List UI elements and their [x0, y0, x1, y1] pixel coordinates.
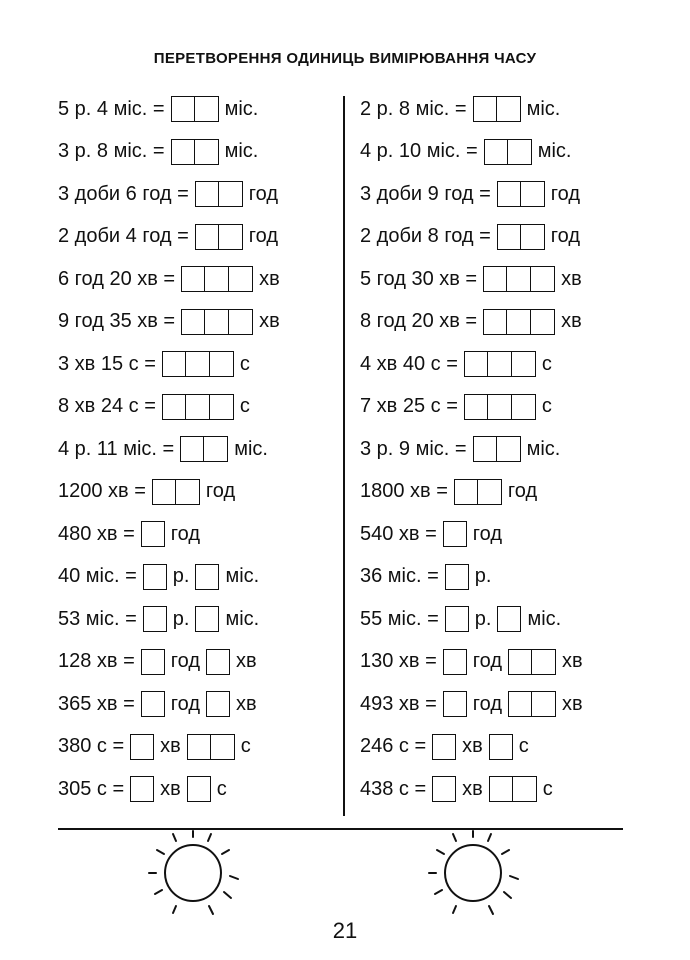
answer-cell[interactable] [521, 224, 545, 250]
exercise-text: год [205, 480, 236, 503]
exercise-text: 493 хв = [360, 692, 437, 715]
answer-cell[interactable] [187, 734, 211, 760]
answer-cell[interactable] [195, 224, 219, 250]
exercise-text: 8 год 20 хв = [360, 310, 478, 333]
exercise-text: 5 р. 4 міс. = [58, 97, 165, 120]
exercise-text: с [541, 395, 552, 418]
answer-boxes[interactable] [130, 734, 154, 760]
exercise-text: год [170, 692, 201, 715]
answer-boxes[interactable] [443, 649, 467, 675]
exercise-text: год [248, 225, 278, 248]
exercise-text: міс. [537, 140, 572, 163]
answer-cell[interactable] [162, 351, 186, 377]
exercise-text: хв [562, 650, 583, 673]
exercise-text: год [170, 650, 201, 673]
answer-boxes[interactable] [195, 564, 219, 590]
exercise-text: с [239, 352, 250, 375]
answer-boxes[interactable] [141, 691, 165, 717]
exercise-text: 6 год 20 хв = [58, 267, 176, 290]
answer-cell[interactable] [512, 351, 536, 377]
answer-boxes[interactable] [432, 776, 456, 802]
exercise-row [58, 258, 280, 301]
exercise-text: 7 хв 25 с = [360, 395, 458, 418]
exercise-row [360, 343, 583, 386]
answer-cell[interactable] [497, 96, 521, 122]
answer-cell[interactable] [488, 394, 512, 420]
answer-cell[interactable] [211, 734, 235, 760]
exercise-text: 3 доби 9 год = [360, 182, 491, 205]
exercise-text: год [550, 182, 580, 205]
column-divider [343, 96, 345, 816]
exercise-row [360, 216, 583, 259]
exercise-text: р. [474, 607, 492, 630]
exercise-row [360, 88, 583, 131]
answer-cell[interactable] [432, 734, 456, 760]
answer-cell[interactable] [186, 351, 210, 377]
left-exercise-column [58, 88, 280, 811]
answer-boxes[interactable] [483, 309, 555, 335]
answer-cell[interactable] [473, 96, 497, 122]
exercise-text: 8 хв 24 с = [58, 395, 156, 418]
exercise-text: 4 р. 10 міс. = [360, 140, 478, 163]
answer-cell[interactable] [195, 181, 219, 207]
sun-icon [423, 828, 523, 918]
exercise-text: р. [474, 565, 492, 588]
answer-boxes[interactable] [443, 691, 467, 717]
answer-cell[interactable] [195, 96, 219, 122]
exercise-text: 1800 хв = [360, 480, 448, 503]
exercise-text: с [518, 735, 529, 758]
exercise-text: 246 с = [360, 735, 427, 758]
exercise-text: с [541, 352, 552, 375]
exercise-row [58, 726, 280, 769]
answer-boxes[interactable] [195, 224, 243, 250]
answer-cell[interactable] [141, 649, 165, 675]
answer-boxes[interactable] [464, 351, 536, 377]
exercise-text: 2 доби 8 год = [360, 225, 491, 248]
answer-cell[interactable] [473, 436, 497, 462]
exercise-row [58, 683, 280, 726]
exercise-text: 4 р. 11 міс. = [58, 437, 175, 460]
exercise-text: хв [561, 267, 582, 290]
exercise-text: 540 хв = [360, 522, 437, 545]
exercise-row [360, 386, 583, 429]
answer-boxes[interactable] [497, 181, 545, 207]
answer-cell[interactable] [210, 394, 234, 420]
exercise-row [360, 768, 583, 811]
exercise-text: год [472, 522, 503, 545]
answer-boxes[interactable] [454, 479, 502, 505]
answer-cell[interactable] [512, 394, 536, 420]
answer-boxes[interactable] [181, 266, 253, 292]
exercise-text: 55 міс. = [360, 607, 439, 630]
answer-cell[interactable] [489, 776, 513, 802]
answer-boxes[interactable] [445, 606, 469, 632]
exercise-text: 4 хв 40 с = [360, 352, 458, 375]
answer-cell[interactable] [205, 309, 229, 335]
answer-cell[interactable] [513, 776, 537, 802]
answer-boxes[interactable] [483, 266, 555, 292]
answer-cell[interactable] [483, 309, 507, 335]
answer-cell[interactable] [143, 606, 167, 632]
answer-boxes[interactable] [497, 606, 521, 632]
answer-cell[interactable] [143, 564, 167, 590]
answer-cell[interactable] [489, 734, 513, 760]
page-title: ПЕРЕТВОРЕННЯ ОДИНИЦЬ ВИМІРЮВАННЯ ЧАСУ [153, 50, 537, 67]
answer-cell[interactable] [483, 266, 507, 292]
answer-cell[interactable] [445, 606, 469, 632]
exercise-text: 305 с = [58, 777, 125, 800]
exercise-text: 130 хв = [360, 650, 437, 673]
exercise-row [58, 131, 280, 174]
answer-cell[interactable] [532, 691, 556, 717]
answer-cell[interactable] [507, 266, 531, 292]
exercise-text: с [239, 395, 250, 418]
exercise-text: 480 хв = [58, 522, 135, 545]
answer-cell[interactable] [521, 181, 545, 207]
answer-boxes[interactable] [187, 734, 235, 760]
exercise-row [58, 343, 280, 386]
exercise-text: міс. [234, 437, 268, 460]
exercise-text: 2 р. 8 міс. = [360, 97, 467, 120]
exercise-text: с [216, 777, 227, 800]
exercise-text: 5 год 30 хв = [360, 267, 478, 290]
answer-boxes[interactable] [181, 309, 253, 335]
exercise-row [360, 513, 583, 556]
exercise-text: 40 міс. = [58, 565, 137, 588]
answer-cell[interactable] [443, 691, 467, 717]
exercise-text: міс. [225, 565, 260, 588]
exercise-row [360, 556, 583, 599]
exercise-text: 36 міс. = [360, 565, 439, 588]
exercise-text: хв [160, 777, 181, 800]
exercise-text: міс. [526, 437, 561, 460]
exercise-text: 365 хв = [58, 692, 135, 715]
answer-cell[interactable] [181, 266, 205, 292]
answer-boxes[interactable] [497, 224, 545, 250]
answer-boxes[interactable] [162, 394, 234, 420]
exercise-row [360, 641, 583, 684]
exercise-text: хв [236, 650, 257, 673]
exercise-text: р. [172, 565, 190, 588]
right-exercise-column [360, 88, 583, 811]
answer-cell[interactable] [219, 224, 243, 250]
answer-cell[interactable] [195, 139, 219, 165]
answer-cell[interactable] [141, 691, 165, 717]
answer-boxes[interactable] [508, 691, 556, 717]
answer-cell[interactable] [532, 649, 556, 675]
answer-boxes[interactable] [195, 181, 243, 207]
answer-cell[interactable] [478, 479, 502, 505]
page-number: 21 [332, 918, 358, 943]
answer-cell[interactable] [488, 351, 512, 377]
answer-boxes[interactable] [206, 649, 230, 675]
exercise-text: хв [562, 692, 583, 715]
exercise-text: 3 хв 15 с = [58, 352, 156, 375]
exercise-text: р. [172, 607, 190, 630]
answer-cell[interactable] [443, 649, 467, 675]
answer-cell[interactable] [171, 139, 195, 165]
exercise-text: міс. [225, 607, 260, 630]
exercise-row [58, 301, 280, 344]
answer-boxes[interactable] [180, 436, 228, 462]
answer-cell[interactable] [130, 734, 154, 760]
exercise-row [360, 301, 583, 344]
exercise-text: 3 р. 9 міс. = [360, 437, 467, 460]
exercise-text: хв [259, 310, 280, 333]
answer-cell[interactable] [205, 266, 229, 292]
exercise-row [58, 428, 280, 471]
answer-boxes[interactable] [152, 479, 200, 505]
exercise-row [360, 471, 583, 514]
exercise-row [58, 88, 280, 131]
exercise-text: с [542, 777, 553, 800]
answer-cell[interactable] [508, 139, 532, 165]
exercise-text: 2 доби 4 год = [58, 225, 189, 248]
answer-cell[interactable] [206, 691, 230, 717]
exercise-text: хв [462, 735, 483, 758]
answer-cell[interactable] [219, 181, 243, 207]
exercise-text: год [507, 480, 538, 503]
answer-boxes[interactable] [489, 734, 513, 760]
answer-cell[interactable] [445, 564, 469, 590]
answer-cell[interactable] [484, 139, 508, 165]
exercise-text: год [550, 225, 580, 248]
answer-cell[interactable] [507, 309, 531, 335]
answer-boxes[interactable] [130, 776, 154, 802]
answer-cell[interactable] [180, 436, 204, 462]
exercise-text: хв [160, 735, 181, 758]
exercise-text: міс. [527, 607, 562, 630]
answer-boxes[interactable] [206, 691, 230, 717]
answer-boxes[interactable] [484, 139, 532, 165]
answer-boxes[interactable] [432, 734, 456, 760]
exercise-row [360, 598, 583, 641]
answer-cell[interactable] [130, 776, 154, 802]
answer-cell[interactable] [206, 649, 230, 675]
answer-cell[interactable] [229, 309, 253, 335]
answer-cell[interactable] [464, 394, 488, 420]
answer-cell[interactable] [497, 224, 521, 250]
answer-boxes[interactable] [171, 139, 219, 165]
answer-cell[interactable] [152, 479, 176, 505]
exercise-row [58, 768, 280, 811]
answer-boxes[interactable] [445, 564, 469, 590]
answer-boxes[interactable] [464, 394, 536, 420]
answer-cell[interactable] [195, 564, 219, 590]
exercise-text: міс. [224, 140, 259, 163]
exercise-row [360, 131, 583, 174]
exercise-text: год [170, 522, 201, 545]
exercise-row [58, 386, 280, 429]
answer-boxes[interactable] [162, 351, 234, 377]
exercise-row [360, 726, 583, 769]
answer-cell[interactable] [531, 266, 555, 292]
answer-cell[interactable] [497, 181, 521, 207]
exercise-text: 1200 хв = [58, 480, 146, 503]
exercise-text: 9 год 35 хв = [58, 310, 176, 333]
exercise-text: хв [462, 777, 483, 800]
answer-boxes[interactable] [171, 96, 219, 122]
answer-cell[interactable] [187, 776, 211, 802]
exercise-text: міс. [526, 97, 561, 120]
answer-cell[interactable] [186, 394, 210, 420]
answer-boxes[interactable] [195, 606, 219, 632]
answer-boxes[interactable] [143, 564, 167, 590]
exercise-text: 53 міс. = [58, 607, 137, 630]
answer-cell[interactable] [508, 649, 532, 675]
exercise-text: 3 р. 8 міс. = [58, 140, 165, 163]
answer-cell[interactable] [432, 776, 456, 802]
exercise-text: міс. [224, 97, 259, 120]
answer-cell[interactable] [176, 479, 200, 505]
exercise-text: хв [561, 310, 582, 333]
answer-cell[interactable] [229, 266, 253, 292]
answer-boxes[interactable] [187, 776, 211, 802]
exercise-row [58, 641, 280, 684]
answer-boxes[interactable] [473, 96, 521, 122]
answer-cell[interactable] [531, 309, 555, 335]
exercise-text: 3 доби 6 год = [58, 182, 189, 205]
exercise-row [360, 683, 583, 726]
exercise-text: с [240, 735, 251, 758]
answer-boxes[interactable] [508, 649, 556, 675]
answer-boxes[interactable] [443, 521, 467, 547]
sun-icon [143, 828, 243, 918]
exercise-row [58, 513, 280, 556]
answer-cell[interactable] [141, 521, 165, 547]
exercise-row [360, 428, 583, 471]
answer-boxes[interactable] [141, 649, 165, 675]
exercise-text: год [472, 692, 503, 715]
answer-cell[interactable] [464, 351, 488, 377]
exercise-row [58, 471, 280, 514]
answer-cell[interactable] [454, 479, 478, 505]
exercise-text: 438 с = [360, 777, 427, 800]
exercise-text: год [472, 650, 503, 673]
answer-cell[interactable] [162, 394, 186, 420]
answer-boxes[interactable] [143, 606, 167, 632]
exercise-text: 128 хв = [58, 650, 135, 673]
exercise-text: хв [236, 692, 257, 715]
exercise-row [58, 598, 280, 641]
exercise-row [58, 173, 280, 216]
exercise-text: год [248, 182, 278, 205]
exercise-row [58, 556, 280, 599]
answer-boxes[interactable] [141, 521, 165, 547]
answer-boxes[interactable] [473, 436, 521, 462]
answer-cell[interactable] [171, 96, 195, 122]
exercise-text: 380 с = [58, 735, 125, 758]
answer-cell[interactable] [508, 691, 532, 717]
answer-cell[interactable] [204, 436, 228, 462]
answer-cell[interactable] [195, 606, 219, 632]
answer-cell[interactable] [181, 309, 205, 335]
answer-cell[interactable] [443, 521, 467, 547]
answer-boxes[interactable] [489, 776, 537, 802]
answer-cell[interactable] [210, 351, 234, 377]
answer-cell[interactable] [497, 606, 521, 632]
exercise-row [360, 173, 583, 216]
answer-cell[interactable] [497, 436, 521, 462]
exercise-row [360, 258, 583, 301]
exercise-text: хв [259, 267, 280, 290]
exercise-row [58, 216, 280, 259]
